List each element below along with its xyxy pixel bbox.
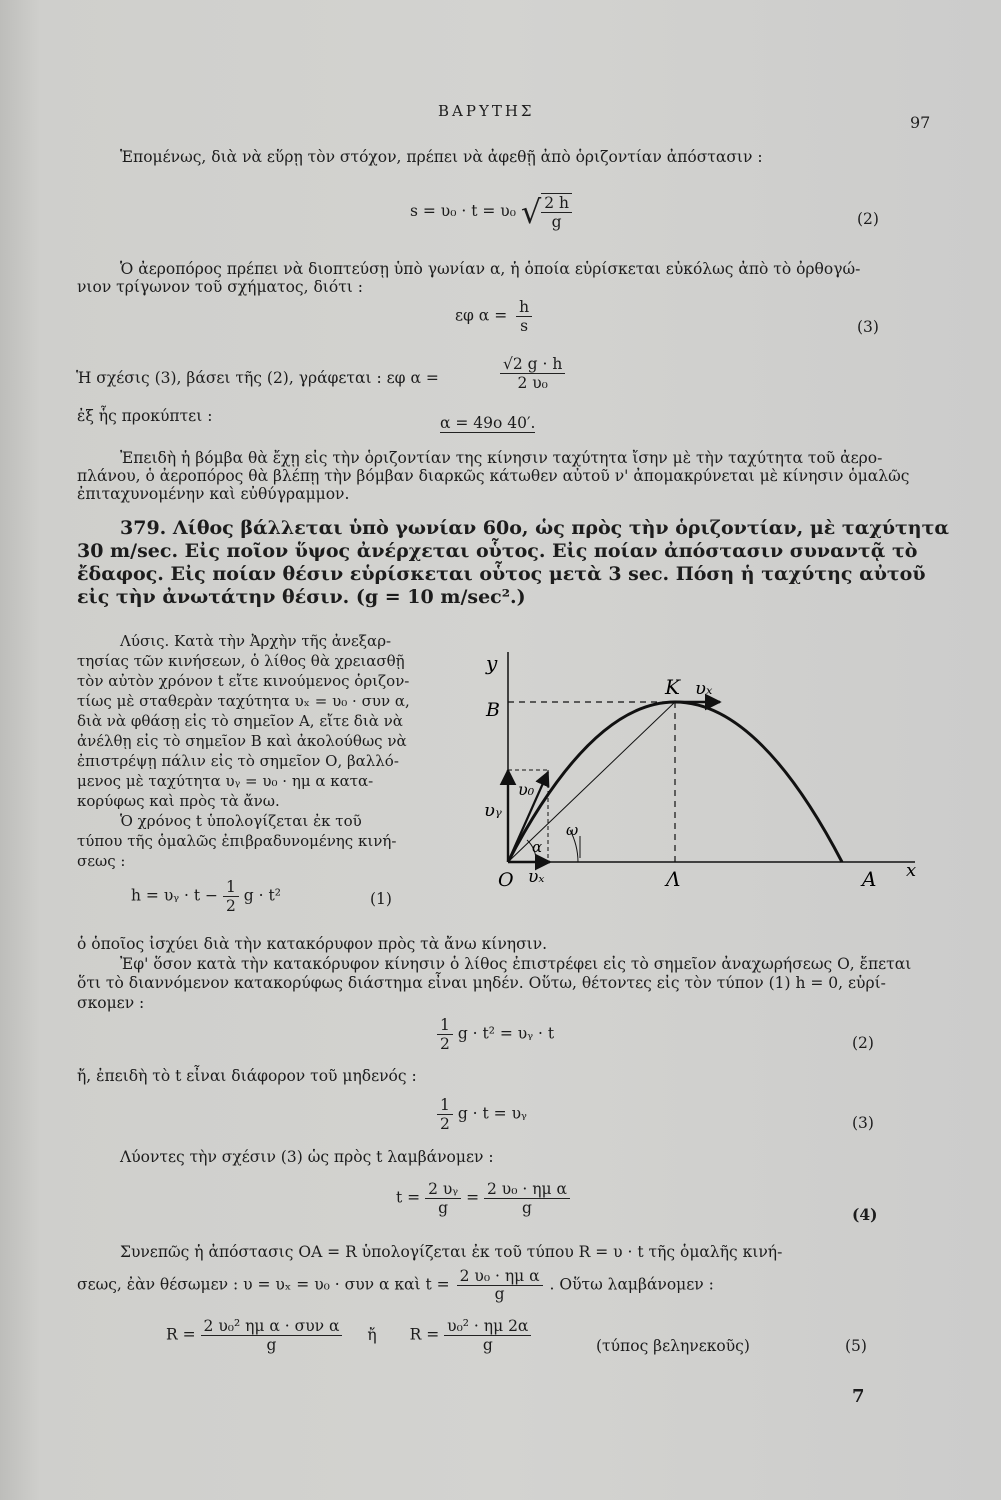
problem-line: ἔδαφος. Εἰς ποίαν θέσιν εὑρίσκεται οὗτος μετὰ 3 sec. Πόση ἡ ταχύτης αὐτοῦ [77,563,926,585]
result-text: ἐξ ἧς προκύπτει : [77,407,213,425]
relation-fraction [500,355,565,392]
solution-line: Ὁ χρόνος t ὑπολογίζεται ἐκ τοῦ [120,812,362,830]
solution-line: τίως μὲ σταθερὰν ταχύτητα υₓ = υ₀ · συν α, [77,692,410,710]
fraction-numerator: 2 υᵧ [425,1180,461,1199]
equation-lhs: t = [396,1188,421,1207]
paragraph-line: Ἐπειδὴ ἡ βόμβα θὰ ἔχῃ εἰς τὴν ὁριζοντίαν της κίνησιν ταχύτητα ἴσην μὲ τὴν ταχύτητα τοῦ ἀερο- [120,449,883,467]
problem-line: 30 m/sec. Εἰς ποῖον ὕψος ἀνέρχεται οὗτος. Εἰς ποίαν ἀπόστασιν συναντᾷ τὸ [77,540,918,562]
equation-lhs: R = [166,1325,196,1344]
paragraph-line: Ὁ ἀεροπόρος πρέπει νὰ διοπτεύσῃ ὑπὸ γωνίαν α, ἡ ὁποία εὑρίσκεται εὐκόλως ἀπὸ τὸ ὀρθογώ- [120,260,861,278]
equation-rhs: g · t = υᵧ [457,1104,527,1123]
equation-rhs: g · t² = υᵧ · t [457,1024,555,1043]
solution-line: τύπου τῆς ὁμαλῶς ἐπιβραδυνομένης κινή- [77,832,397,850]
fraction-denominator: 2 [225,897,236,915]
fraction-denominator: 2 υ₀ [517,374,548,392]
problem-line: 379. Λίθος βάλλεται ὑπὸ γωνίαν 60ο, ὡς πρὸς τὴν ὁριζοντίαν, μὲ ταχύτητα [120,517,950,539]
equation-rhs: g · t² [243,886,281,905]
equation-distance [410,193,572,231]
solution-line: τησίας τῶν κινήσεων, ὁ λίθος θὰ χρειασθῇ [77,652,405,670]
equation-tan [455,298,532,335]
fraction-numerator: 1 [437,1096,453,1115]
running-header: ΒΑΡΥΤΗΣ [438,102,535,120]
page-number: 97 [910,113,931,132]
equation-tag: (5) [845,1337,867,1355]
sqrt-sign: √ [520,193,542,231]
label-y: y [486,651,498,675]
paragraph-line: Συνεπῶς ἡ ἀπόστασις ΟΑ = R ὑπολογίζεται ἐκ τοῦ τύπου R = υ · t τῆς ὁμαλῆς κινή- [120,1243,783,1261]
fraction-denominator: 2 [440,1115,450,1133]
equation-lhs: h = υᵧ · t − [131,886,219,905]
equation-tag: (3) [852,1114,874,1132]
fraction-numerator: 1 [437,1016,453,1035]
equation-tag: (2) [857,210,879,228]
text-fragment: σεως, ἐὰν θέσωμεν : υ = υₓ = υ₀ · συν α καὶ t = [77,1275,450,1294]
label-alpha: α [532,838,543,856]
label-A: A [862,867,877,891]
solution-line: μενος μὲ ταχύτητα υᵧ = υ₀ · ημ α κατα- [77,772,374,790]
label-omega: ω [566,821,579,839]
fraction-denominator: 2 [440,1035,450,1053]
problem-line: εἰς τὴν ἀνωτάτην θέσιν. (g = 10 m/sec².) [77,586,526,608]
fraction-denominator: g [438,1199,449,1217]
text-fragment: . Οὕτω λαμβάνομεν : [549,1275,714,1294]
equation-lhs: s = υ₀ · t = υ₀ [410,202,516,220]
fraction-numerator: h [516,298,532,317]
fraction-denominator: g [266,1336,277,1354]
label-lambda: Λ [666,867,681,891]
paragraph-line: ὅτι τὸ διαννόμενον κατακορύφως διάστημα εἶναι μηδέν. Οὕτω, θέτοντες εἰς τὸν τύπον (1) h = 0, εὑρί- [77,974,886,992]
fraction-numerator: 2 h [541,194,572,213]
equals-sign: = [466,1188,480,1207]
equation-time-relation [437,1096,527,1133]
label-K: K [665,675,680,699]
relation-text: Ἡ σχέσις (3), βάσει τῆς (2), γράφεται : εφ α = [76,369,439,387]
label-vx-top: υₓ [695,678,713,699]
solution-line: ἐπιστρέψῃ πάλιν εἰς τὸ σημεῖον Ο, βαλλό- [77,752,399,770]
fraction-numerator: 2 υ₀ · ημ α [457,1268,543,1286]
paragraph-line: νιον τρίγωνον τοῦ σχήματος, διότι : [77,278,363,296]
equation-lhs: R = [409,1325,440,1344]
or-word: ἤ [367,1325,377,1344]
fraction-denominator: g [551,213,562,231]
paragraph-line: σκομεν : [77,994,145,1012]
fraction-numerator: 1 [223,878,239,897]
label-O: O [498,869,514,891]
equation-height [131,878,281,915]
label-vy: υᵧ [484,800,502,821]
signature-mark: 7 [852,1386,865,1407]
paragraph: Ἑπομένως, διὰ νὰ εὕρῃ τὸν στόχον, πρέπει νὰ ἀφεθῇ ἀπὸ ὁριζοντίαν ἀπόστασιν : [120,148,763,166]
paragraph-line [77,1268,714,1303]
solution-line: σεως : [77,852,126,870]
equation-tag: (4) [852,1205,878,1224]
label-B: B [486,699,500,721]
fraction-numerator: υ₀² · ημ 2α [444,1317,531,1336]
label-vx-bottom: υₓ [528,867,545,887]
fraction-denominator: g [482,1336,493,1354]
equation-tag: (1) [370,890,392,908]
equation-flight-time [396,1180,570,1217]
equation-range [166,1317,531,1354]
fraction-denominator: s [520,317,529,335]
paragraph: Λύοντες τὴν σχέσιν (3) ὡς πρὸς t λαμβάνομεν : [120,1148,494,1166]
solution-line: τὸν αὐτὸν χρόνον t εἴτε κινούμενος ὁριζον- [77,672,410,690]
solution-line: ἀνέλθῃ εἰς τὸ σημεῖον Β καὶ ἀκολούθως νὰ [77,732,407,750]
solution-line: διὰ νὰ φθάσῃ εἰς τὸ σημεῖον Α, εἴτε διὰ νὰ [77,712,403,730]
fraction-numerator: 2 υ₀² ημ α · συν α [201,1317,343,1336]
equation-zero-height [437,1016,554,1053]
equation-tag: (2) [852,1034,874,1052]
equation-lhs: εφ α = [455,306,508,325]
fraction-numerator: 2 υ₀ · ημ α [484,1180,570,1199]
fraction-denominator: g [494,1285,505,1303]
trajectory-figure [470,640,940,900]
fraction-denominator: g [522,1199,532,1217]
range-formula-note: (τύπος βεληνεκοῦς) [596,1337,750,1355]
paragraph: ἤ, ἐπειδὴ τὸ t εἶναι διάφορον τοῦ μηδενός : [77,1067,417,1085]
equation-tag: (3) [857,318,879,336]
paragraph-line: Ἐφ' ὅσον κατὰ τὴν κατακόρυφον κίνησιν ὁ λίθος ἐπιστρέφει εἰς τὸ σημεῖον ἀναχωρήσεως Ο, ἔπεται [120,955,912,973]
solution-line: κορύφως καὶ πρὸς τὰ ἄνω. [77,792,280,810]
paragraph-line: ἐπιταχυνομένην καὶ εὐθύγραμμον. [77,485,350,503]
paragraph-line: ὁ ὁποῖος ἰσχύει διὰ τὴν κατακόρυφον πρὸς τὰ ἄνω κίνησιν. [77,935,548,953]
label-v0: υ₀ [518,780,535,799]
result-value: α = 49ο 40′. [440,414,536,432]
solution-line: Λύσις. Κατὰ τὴν Ἀρχὴν τῆς ἀνεξαρ- [120,632,392,650]
fraction-numerator: √2 g · h [500,355,565,374]
paragraph-line: πλάνου, ὁ ἀεροπόρος θὰ βλέπῃ τὴν βόμβαν διαρκῶς κάτωθεν αὐτοῦ ν' ἀπομακρύνεται μὲ κίνησιν ὁμαλῶς [77,467,910,485]
label-x: x [906,860,917,881]
